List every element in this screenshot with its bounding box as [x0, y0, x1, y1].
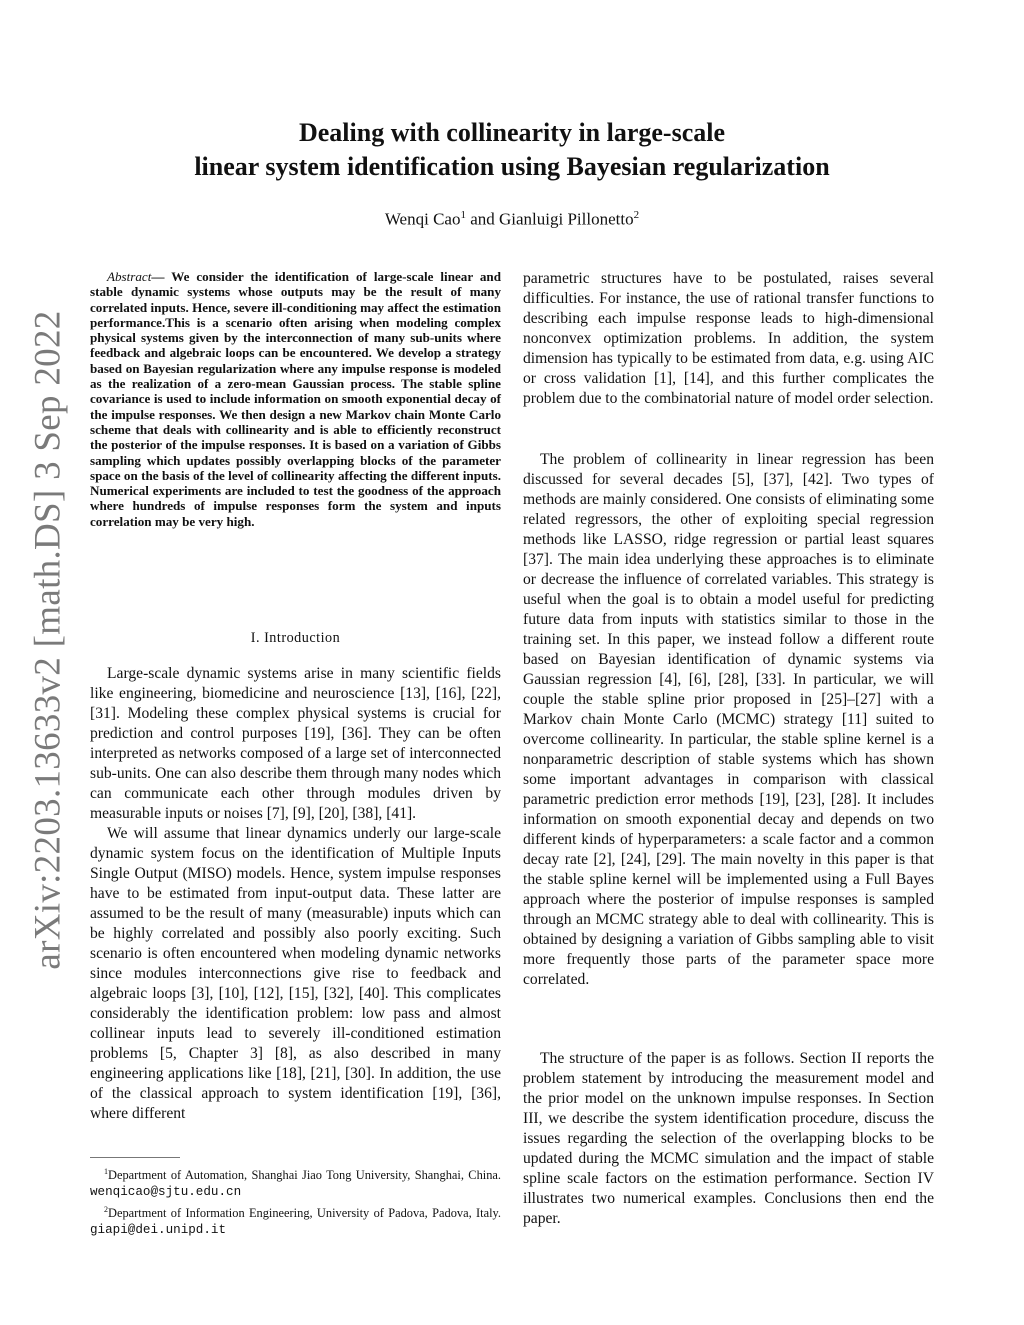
author-2: Gianluigi Pillonetto [499, 209, 634, 229]
abstract-dash: — [151, 269, 172, 284]
footnote-1-mark: 1 [104, 1167, 108, 1176]
paragraph: parametric structures have to be postulated, raises several difficulties. For instance, the use of rational transfer functions to describing each impulse response leads to high-dimensional nonconvex optimization problems. In addition, the system dimension has typically to be estimated from data, e.g. using AIC or cross validation [1], [14], and this further complicates the problem due to the combinatorial nature of model order selection. [523, 270, 934, 407]
section-heading: I. Introduction [250, 630, 341, 646]
paper-title [90, 116, 934, 184]
footnote-2-mark: 2 [104, 1205, 108, 1215]
footnote-divider [90, 1157, 180, 1158]
footnote-1 [90, 1164, 501, 1200]
email-link[interactable]: wenqicao@sjtu.edu.cn [90, 1184, 242, 1199]
author-list [90, 209, 934, 230]
paragraph: We will assume that linear dynamics underly our large-scale dynamic system focus on the identification of Multiple Inputs Single Output (MISO) models. Hence, system impulse responses have to be estimated from input-output data. These latter are assumed to be the result of many (measurable) inputs which can be highly correlated and possibly also poorly exciting. Such scenario is often encountered when modeling dynamic networks since modules interconnections give rise to feedback and algebraic loops [3], [10], [12], [15], [32], [40]. This complicates considerably the identification problem: low pass and almost collinear inputs lead to severely ill-conditioned estimation problems [5, Chapter 3] [8], as also described in many engineering applications like [18], [21], [30]. In addition, the use of the classical approach to system identification [19], [36], where different [90, 825, 501, 1122]
abstract [90, 269, 501, 529]
right-column-block-2 [523, 450, 934, 990]
author-1-mark: 1 [460, 209, 466, 221]
paragraph: The problem of collinearity in linear regression has been discussed for several decades [5], [37], [42]. Two types of methods are mainly considered. One consists of eliminating some related regressors, the other of exploiting special regression methods like LASSO, ridge regression or partial least squares [37]. The main idea underlying these approaches is to eliminate or decrease the influence of correlated variables. This strategy is useful when the goal is to obtain a model useful for predicting future data from inputs with statistics similar to those in the training set. In this paper, we instead follow a different route based on Bayesian identification of dynamic systems via Gaussian regression [4], [6], [28], [33]. In particular, we will couple the stable spline prior proposed in [25]–[27] with a Markov chain Monte Carlo (MCMC) strategy [11] suited to overcome collinearity. In particular, the stable spline kernel is a nonparametric description of stable systems which has shown some important advantages in comparison with classical parametric prediction error methods [19], [23], [28]. It includes information on smooth exponential decay and depends on two different kinds of hyperparameters: a scale factor and a common decay rate [2], [24], [29]. The main novelty in this paper is that the stable spline kernel will be implemented using a Full Bayes approach where the posterior of impulse responses is sampled through an MCMC strategy able to deal with collinearity. This is obtained by designing a variation of Gibbs sampling able to visit more frequently those parts of the parameter space more correlated. [523, 451, 934, 988]
right-column-block-1 [523, 269, 934, 409]
author-2-mark: 2 [633, 209, 640, 221]
abstract-text: We consider the identification of large-scale linear and stable dynamic systems whose outputs may be the result of many correlated inputs. Hence, severe ill-conditioning may affect the estimation performance.This is a scenario often arising when modeling complex physical systems given by the interconnection of many sub-units where feedback and algebraic loops can be encountered. We develop a strategy based on Bayesian regularization where any impulse response is modeled as the realization of a zero-mean Gaussian process. The stable spline covariance is used to include information on smooth exponential decay of the impulse responses. We then design a new Markov chain Monte Carlo scheme that deals with collinearity and is able to efficiently reconstruct the posterior of the impulse responses. It is based on a variation of Gibbs sampling which updates possibly overlapping blocks of the parameter space on the basis of the level of collinearity affecting the different inputs. Numerical experiments are included to test the goodness of the approach where hundreds of impulse responses form the system and inputs correlation may be very high. [90, 269, 501, 529]
abstract-label: Abstract [107, 269, 152, 284]
title-line-2: linear system identification using Bayesian regularization [194, 152, 830, 181]
footnote-1-text: Department of Automation, Shanghai Jiao Tong University, Shanghai, China. [108, 1168, 501, 1183]
title-line-1: Dealing with collinearity in large-scale [298, 118, 726, 147]
right-column-block-3 [523, 1049, 934, 1229]
arxiv-identifier: arXiv:2203.13633v2 [math.DS] 3 Sep 2022 [27, 310, 69, 970]
email-link[interactable]: giapi@dei.unipd.it [90, 1222, 227, 1237]
arxiv-stamp [28, 300, 68, 980]
author-conjunction: and [465, 209, 500, 229]
intro-left-column [90, 664, 501, 1124]
paragraph: The structure of the paper is as follows. Section II reports the problem statement by introducing the measurement model and the prior model on the unknown impulse responses. In Section III, we describe the system identification procedure, discuss the issues regarding the selection of the overlapping blocks to be updated during the MCMC simulation and the impact of stable spline scale factors on the estimation performance. Section IV illustrates two numerical examples. Conclusions then end the paper. [523, 1050, 934, 1227]
footnote-2-text: Department of Information Engineering, University of Padova, Padova, Italy. [108, 1206, 501, 1221]
footnote-2 [90, 1202, 501, 1238]
author-1: Wenqi Cao [384, 209, 461, 229]
footnotes [90, 1164, 501, 1240]
paragraph: Large-scale dynamic systems arise in many scientific fields like engineering, biomedicine and neuroscience [13], [16], [22], [31]. Modeling these complex physical systems is crucial for prediction and control purposes [19], [36]. They can be often interpreted as networks composed of a large set of interconnected sub-units. One can also describe them through many nodes which can communicate each other through modules driven by measurable inputs or noises [7], [9], [20], [38], [41]. [90, 665, 501, 822]
